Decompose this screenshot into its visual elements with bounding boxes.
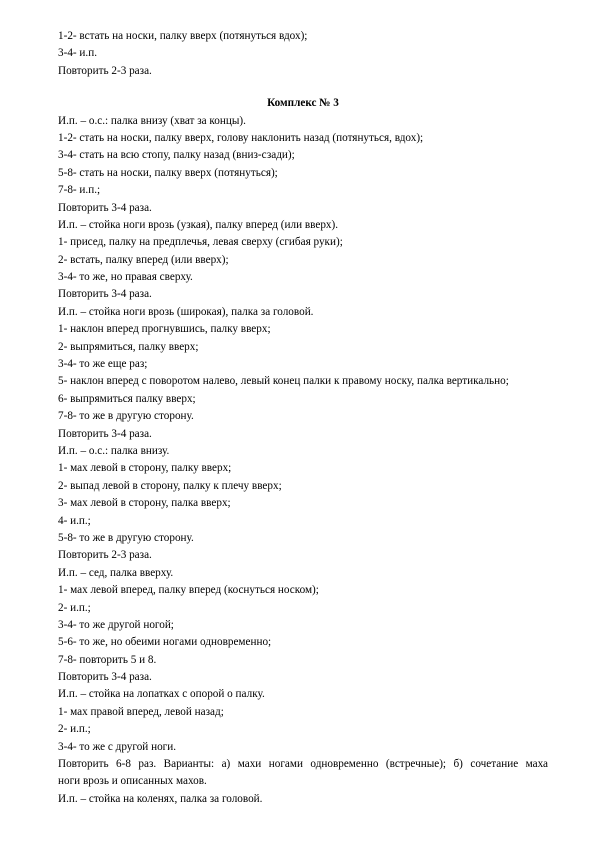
text-line: 7-8- то же в другую сторону.	[58, 410, 194, 423]
text-line: Повторить 3-4 раза.	[58, 671, 152, 684]
text-line: Повторить 2-3 раза.	[58, 64, 152, 77]
text-line: И.п. – о.с.: палка внизу (хват за концы).	[58, 114, 246, 127]
text-line: 5- наклон вперед с поворотом налево, левый конец палки к правому носку, палка вертикально;	[58, 375, 509, 388]
text-line: И.п. – сед, палка вверху.	[58, 566, 174, 579]
text-line: 3- мах левой в сторону, палка вверх;	[58, 497, 231, 510]
text-line: И.п. – стойка ноги врозь (узкая), палку вперед (или вверх).	[58, 218, 339, 231]
text-line: 1- присед, палку на предплечья, левая сверху (сгибая руки);	[58, 236, 343, 249]
text-line: И.п. – стойка ноги врозь (широкая), палка за головой.	[58, 305, 314, 318]
text-line: 5-6- то же, но обеими ногами одновременно;	[58, 636, 272, 649]
text-line: Повторить 2-3 раза.	[58, 549, 152, 562]
text-line: 3-4- и.п.	[58, 47, 98, 60]
text-line: 3-4- то же другой ногой;	[58, 618, 174, 631]
text-line: 1-2- встать на носки, палку вверх (потянуться вдох);	[58, 30, 308, 42]
text-line: 3-4- стать на всю стопу, палку назад (вниз-сзади);	[58, 149, 295, 162]
text-line: 2- и.п.;	[58, 601, 91, 614]
text-line: 5-8- то же в другую сторону.	[58, 531, 194, 544]
text-line: 2- и.п.;	[58, 723, 91, 736]
text-line: ноги врозь и описанных махов.	[58, 775, 207, 788]
text-line: 4- и.п.;	[58, 514, 91, 527]
text-line: 1-2- стать на носки, палку вверх, голову наклонить назад (потянуться, вдох);	[58, 131, 424, 144]
text-line: 3-4- то же с другой ноги.	[58, 740, 177, 753]
text-line: 1- мах правой вперед, левой назад;	[58, 705, 224, 718]
text-line: 3-4- то же еще раз;	[58, 358, 148, 371]
text-line: 1- мах левой вперед, палку вперед (коснуться носком);	[58, 584, 319, 597]
text-line: 1- наклон вперед прогнувшись, палку вверх;	[58, 323, 271, 336]
text-line: И.п. – стойка на коленях, палка за головой.	[58, 792, 263, 805]
text-line: 1- мах левой в сторону, палку вверх;	[58, 462, 232, 475]
text-line: 2- выпад левой в сторону, палку к плечу вверх;	[58, 479, 282, 492]
text-line: 6- выпрямиться палку вверх;	[58, 392, 196, 405]
text-line: Повторить 3-4 раза.	[58, 288, 152, 301]
text-line: Повторить 3-4 раза.	[58, 201, 152, 214]
section-title: Комплекс № 3	[267, 97, 339, 110]
text-line-justified: Повторить 6-8 раз. Варианты: а) махи ногами одновременно (встречные); б) сочетание маха	[58, 758, 548, 771]
text-line: 7-8- повторить 5 и 8.	[58, 653, 157, 666]
text-line: 2- встать, палку вперед (или вверх);	[58, 253, 229, 266]
text-line: И.п. – о.с.: палка внизу.	[58, 444, 170, 457]
text-line: 2- выпрямиться, палку вверх;	[58, 340, 199, 353]
text-line: 7-8- и.п.;	[58, 184, 101, 197]
document-body	[58, 28, 548, 808]
text-line: 5-8- стать на носки, палку вверх (потянуться);	[58, 166, 278, 179]
text-line: Повторить 3-4 раза.	[58, 427, 152, 440]
text-line: 3-4- то же, но правая сверху.	[58, 271, 193, 284]
text-line: И.п. – стойка на лопатках с опорой о палку.	[58, 688, 265, 701]
